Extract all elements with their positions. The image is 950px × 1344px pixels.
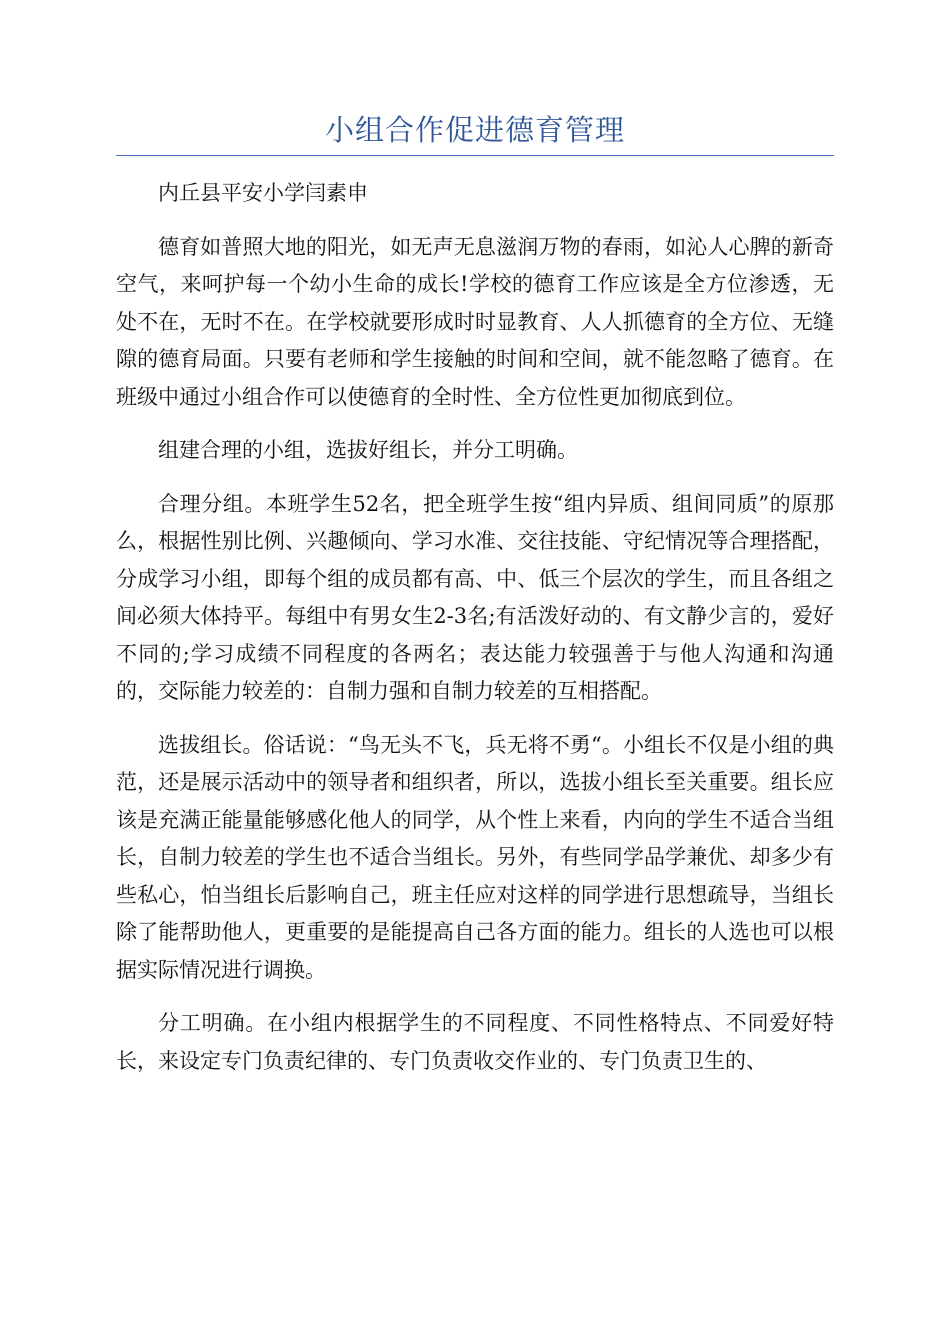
author-line: 内丘县平安小学闫素申 [158, 181, 368, 205]
paragraph-grouping: 合理分组。本班学生52名，把全班学生按“组内异质、组间同质”的原那么，根据性别比例、兴趣倾向、学习水准、交往技能、守纪情况等合理搭配，分成学习小组，即每个组的成员都有高、中、低三个层次的学生，而且各组之间必须大体持平。每组中有男女生2-3名;有活泼好动的、有文静少言的，爱好不同的;学习成绩不同程度的各两名；表达能力较强善于与他人沟通和沟通的，交际能力较差的：自制力强和自制力较差的互相搭配。 [116, 491, 834, 703]
title-underline-divider [116, 155, 834, 156]
document-body [116, 175, 834, 1096]
paragraph-leader-selection: 选拔组长。俗话说：“鸟无头不飞，兵无将不勇“。小组长不仅是小组的典范，还是展示活动中的领导者和组织者，所以，选拔小组长至关重要。组长应该是充满正能量能够感化他人的同学，从个性上来看，内向的学生不适合当组长，自制力较差的学生也不适合当组长。另外，有些同学品学兼优、却多少有些私心，怕当组长后影响自己，班主任应对这样的同学进行思想疏导，当组长除了能帮助他人，更重要的是能提高自己各方面的能力。组长的人选也可以根据实际情况进行调换。 [116, 732, 834, 982]
document-title: 小组合作促进德育管理 [324, 113, 625, 147]
paragraph-section-heading: 组建合理的小组，选拔好组长，并分工明确。 [158, 438, 578, 462]
paragraph-division-of-labor: 分工明确。在小组内根据学生的不同程度、不同性格特点、不同爱好特长，来设定专门负责纪律的、专门负责收交作业的、专门负责卫生的、 [116, 1011, 834, 1073]
paragraph-intro: 德育如普照大地的阳光，如无声无息滋润万物的春雨，如沁人心脾的新奇空气，来呵护每一个幼小生命的成长!学校的德育工作应该是全方位渗透，无处不在，无时不在。在学校就要形成时时显教育、人人抓德育的全方位、无缝隙的德育局面。只要有老师和学生接触的时间和空间，就不能忽略了德育。在班级中通过小组合作可以使德育的全时性、全方位性更加彻底到位。 [116, 234, 834, 409]
